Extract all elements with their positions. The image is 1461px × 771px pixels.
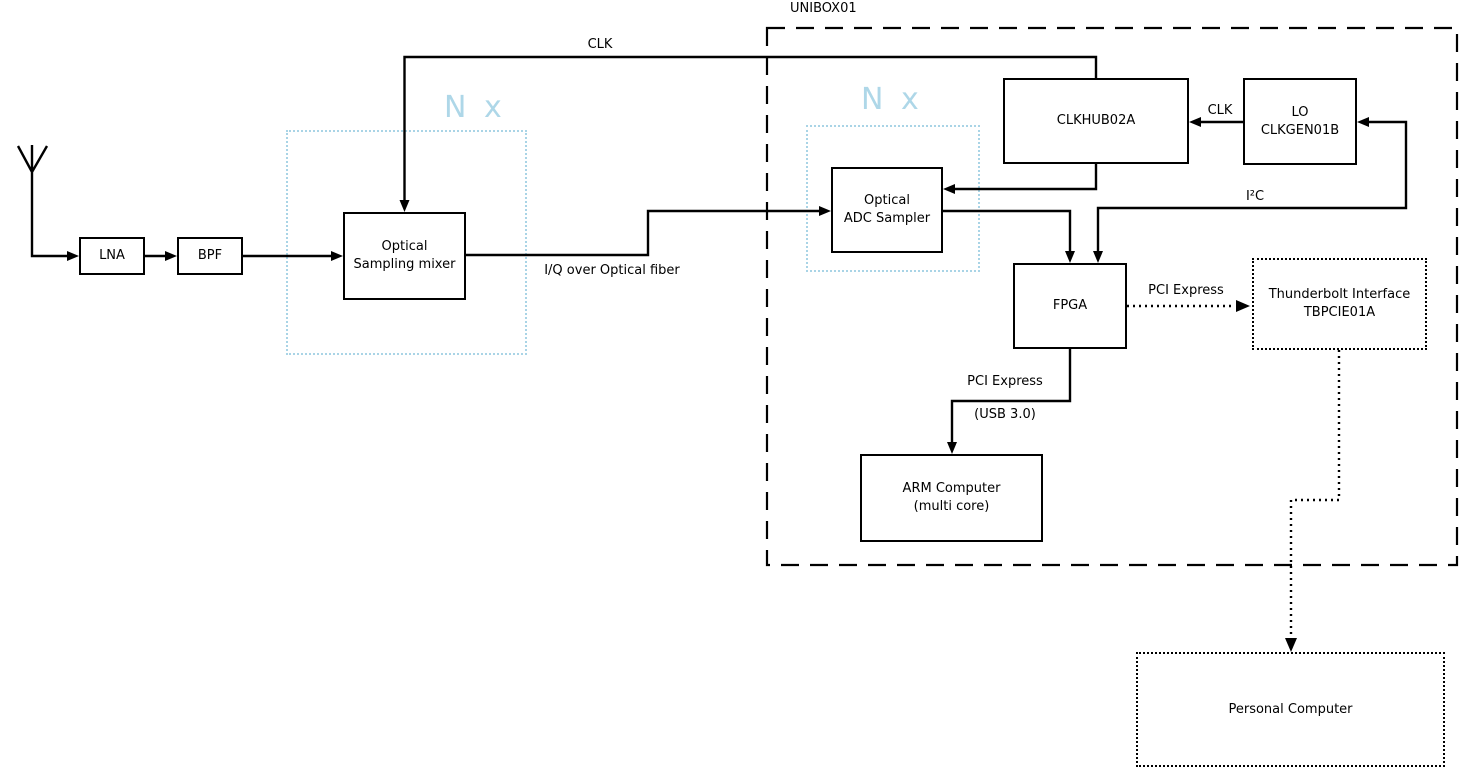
node-mixer-label-line2: Sampling mixer (353, 257, 456, 272)
node-fpga-label: FPGA (1052, 298, 1088, 314)
node-mixer-label-line1: Optical (381, 239, 428, 255)
antenna-icon (18, 145, 67, 256)
edge-label-clk-lo-hub: CLK (1207, 103, 1233, 118)
arrowhead-i2c-fpga (1093, 251, 1103, 263)
edge-label-iq-fiber: I/Q over Optical fiber (544, 263, 680, 278)
edge-label-usb: (USB 3.0) (974, 407, 1036, 422)
edge-label-clk-top: CLK (587, 37, 613, 52)
node-bpf-label: BPF (197, 248, 223, 264)
node-thunderbolt-label-line2: TBPCIE01A (1303, 305, 1376, 320)
node-optical-sampling-mixer (343, 212, 466, 300)
arrowhead-lo-clkhub (1189, 117, 1201, 127)
node-arm-label-line2: (multi core) (913, 499, 990, 514)
unibox-title: UNIBOX01 (790, 1, 857, 16)
arrowhead-i2c-lo (1357, 117, 1369, 127)
node-lo-clkgen01b (1243, 78, 1357, 165)
edge-label-i2c: I²C (1245, 189, 1265, 204)
arrowhead-lna-bpf (165, 251, 177, 261)
node-thunderbolt-label-line1: Thunderbolt Interface (1268, 287, 1411, 303)
node-personal-computer (1136, 652, 1445, 767)
arrowhead-thunderbolt-pc (1285, 638, 1297, 652)
node-optical-adc-sampler (831, 167, 943, 253)
node-arm-computer (860, 454, 1043, 542)
node-arm-label-line1: ARM Computer (902, 481, 1001, 497)
edge-fpga-arm (952, 349, 1070, 442)
arrowhead-fpga-arm (947, 442, 957, 454)
node-lna (79, 237, 145, 275)
node-fpga (1013, 263, 1127, 349)
nx-label-mixer: N x (444, 90, 506, 125)
node-clkhub-label: CLKHUB02A (1056, 113, 1136, 129)
arrowhead-adc-fpga (1065, 251, 1075, 263)
node-clkhub02a (1003, 78, 1189, 164)
node-lna-label: LNA (99, 248, 125, 264)
node-adc-label-line2: ADC Sampler (843, 211, 931, 226)
node-bpf (177, 237, 243, 275)
node-thunderbolt-interface (1252, 258, 1427, 350)
node-lo-label-line2: CLKGEN01B (1260, 122, 1340, 138)
arrowhead-antenna-lna (67, 251, 79, 261)
edge-label-pcie-thunderbolt: PCI Express (1148, 283, 1224, 298)
arrowhead-fpga-thunderbolt (1236, 300, 1250, 312)
node-lo-label-line1: LO (1291, 104, 1309, 120)
edge-thunderbolt-pc (1291, 350, 1339, 638)
nx-label-adc: N x (861, 82, 923, 117)
edge-label-pcie-arm: PCI Express (967, 374, 1043, 389)
node-adc-label-line1: Optical (864, 193, 910, 209)
node-pc-label: Personal Computer (1228, 701, 1353, 717)
